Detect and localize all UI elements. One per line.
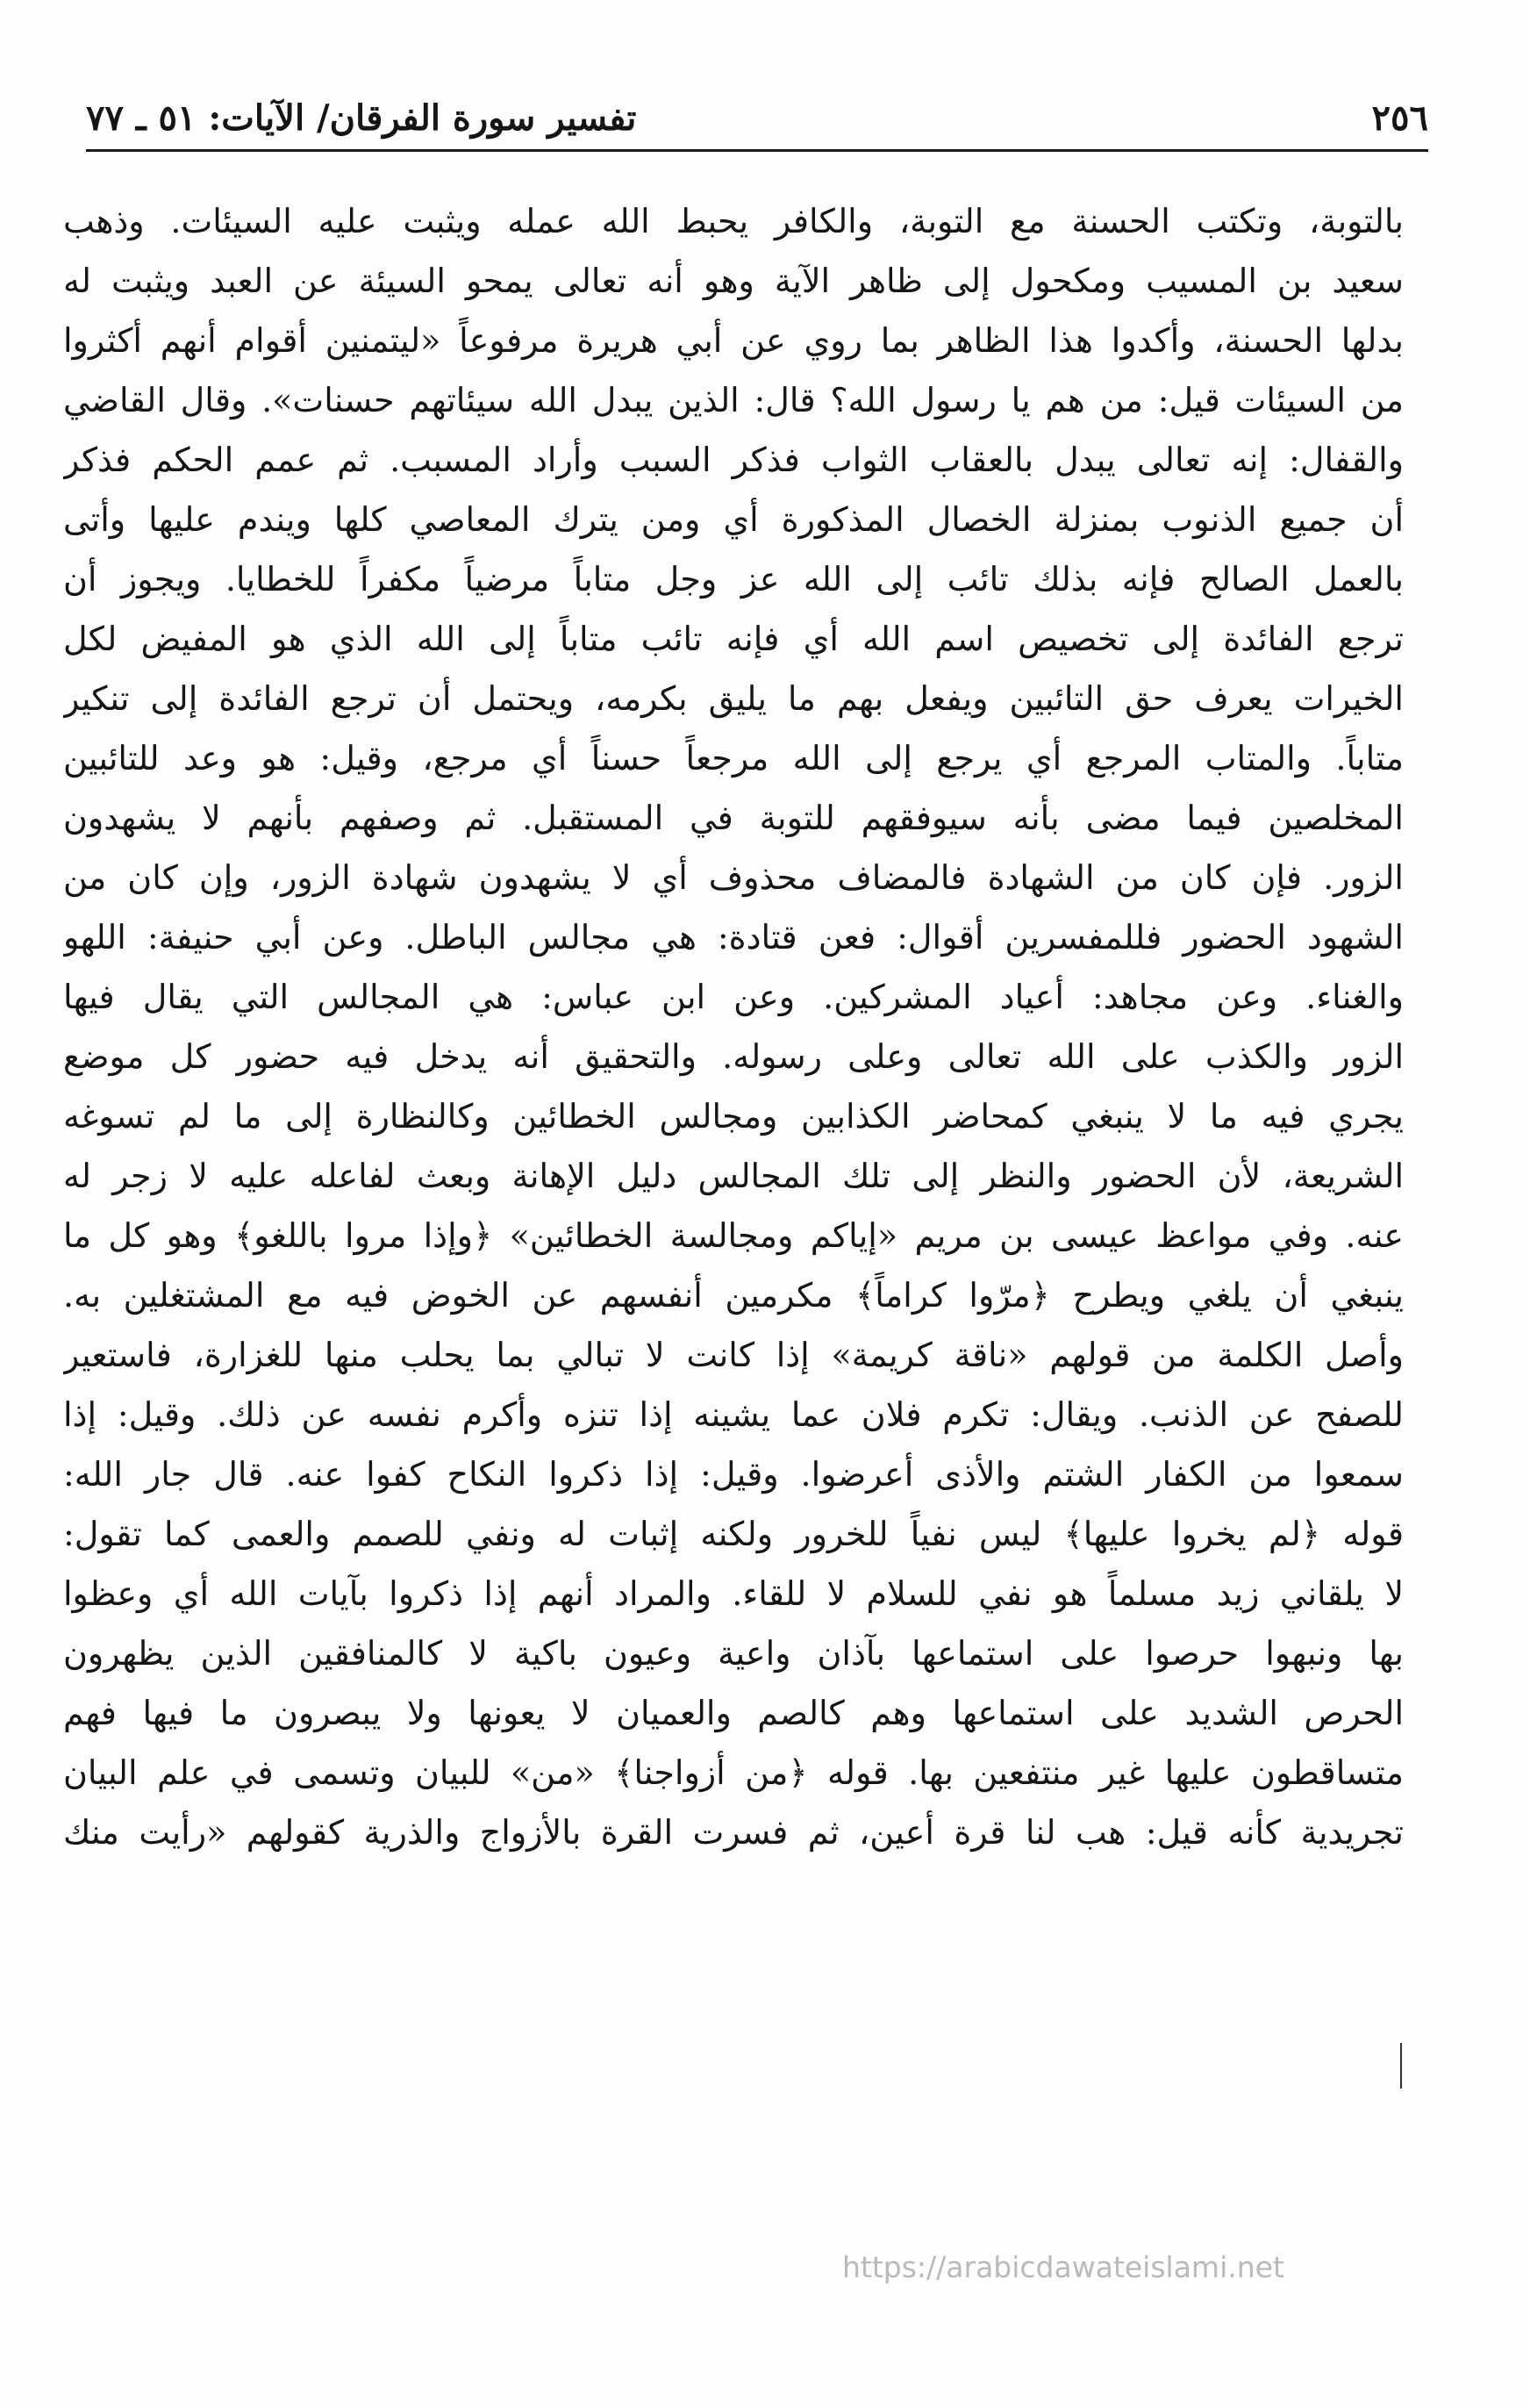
text-line: الخيرات يعرف حق التائبين ويفعل بهم ما يليق بكرمه، ويحتمل أن ترجع الفائدة إلى تنكير (63, 679, 1404, 718)
margin-mark (1400, 2043, 1402, 2089)
text-line: والقفال: إنه تعالى يبدل بالعقاب الثواب فذكر السبب وأراد المسبب. ثم عمم الحكم فذكر (63, 441, 1404, 479)
text-line: لا يلقاني زيد مسلماً هو نفي للسلام لا للقاء. والمراد أنهم إذا ذكروا بآيات الله أي وعظوا (63, 1574, 1404, 1613)
text-line: بالعمل الصالح فإنه بذلك تائب إلى الله عز وجل متاباً مرضياً مكفراً للخطايا. ويجوز أن (63, 560, 1404, 598)
watermark-url: https://arabicdawateislami.net (842, 2250, 1284, 2284)
text-line: تجريدية كأنه قيل: هب لنا قرة أعين، ثم فسرت القرة بالأزواج والذرية كقولهم «رأيت منك (63, 1813, 1404, 1852)
text-line: ترجع الفائدة إلى تخصيص اسم الله أي فإنه تائب متاباً إلى الله الذي هو المفيض لكل (63, 620, 1404, 658)
text-line: الشريعة، لأن الحضور والنظر إلى تلك المجالس دليل الإهانة وبعث لفاعله عليه لا زجر له (63, 1157, 1404, 1195)
text-line: المخلصين فيما مضى بأنه سيوفقهم للتوبة في المستقبل. ثم وصفهم بأنهم لا يشهدون (63, 799, 1404, 837)
text-line: يجري فيه ما لا ينبغي كمحاضر الكذابين ومجالس الخطائين وكالنظارة إلى ما لم تسوغه (63, 1097, 1404, 1136)
body-text (63, 191, 1404, 1862)
text-line: والغناء. وعن مجاهد: أعياد المشركين. وعن ابن عباس: هي المجالس التي يقال فيها (63, 978, 1404, 1016)
text-line: عنه. وفي مواعظ عيسى بن مريم «إياكم ومجالسة الخطائين» ﴿وإذا مروا باللغو﴾ وهو كل ما (63, 1216, 1404, 1255)
text-line: بدلها الحسنة، وأكدوا هذا الظاهر بما روي عن أبي هريرة مرفوعاً «ليتمنين أقوام أنهم أكثروا (63, 321, 1404, 360)
text-line: متساقطون عليها غير منتفعين بها. قوله ﴿من أزواجنا﴾ «من» للبيان وتسمى في علم البيان (63, 1753, 1404, 1792)
text-line: الحرص الشديد على استماعها وهم كالصم والعميان لا يعونها ولا يبصرون ما فيها فهم (63, 1694, 1404, 1732)
text-line: ينبغي أن يلغي ويطرح ﴿مرّوا كراماً﴾ مكرمين أنفسهم عن الخوض فيه مع المشتغلين به. (63, 1276, 1404, 1315)
text-line: بالتوبة، وتكتب الحسنة مع التوبة، والكافر يحبط الله عمله ويثبت عليه السيئات. وذهب (63, 202, 1404, 240)
text-line: قوله ﴿لم يخروا عليها﴾ ليس نفياً للخرور ولكنه إثبات له ونفي للصمم والعمى كما تقول: (63, 1515, 1404, 1553)
text-line: سمعوا من الكفار الشتم والأذى أعرضوا. وقيل: إذا ذكروا النكاح كفوا عنه. قال جار الله: (63, 1455, 1404, 1494)
running-header (86, 92, 1428, 145)
text-line: الزور. فإن كان من الشهادة فالمضاف محذوف أي لا يشهدون شهادة الزور، وإن كان من (63, 858, 1404, 897)
running-title: تفسير سورة الفرقان/ الآيات: ٥١ ـ ٧٧ (86, 97, 637, 139)
header-rule (86, 149, 1428, 152)
text-line: الزور والكذب على الله تعالى وعلى رسوله. والتحقيق أنه يدخل فيه حضور كل موضع (63, 1037, 1404, 1076)
text-line: للصفح عن الذنب. ويقال: تكرم فلان عما يشينه إذا تنزه وأكرم نفسه عن ذلك. وقيل: إذا (63, 1395, 1404, 1434)
text-line: أن جميع الذنوب بمنزلة الخصال المذكورة أي ومن يترك المعاصي كلها ويندم عليها وأتى (63, 500, 1404, 539)
text-line: سعيد بن المسيب ومكحول إلى ظاهر الآية وهو أنه تعالى يمحو السيئة عن العبد ويثبت له (63, 262, 1404, 300)
text-line: متاباً. والمتاب المرجع أي يرجع إلى الله مرجعاً حسناً أي مرجع، وقيل: هو وعد للتائبين (63, 739, 1404, 778)
text-line: من السيئات قيل: من هم يا رسول الله؟ قال: الذين يبدل الله سيئاتهم حسنات». وقال القاضي (63, 381, 1404, 419)
text-line: الشهود الحضور فللمفسرين أقوال: فعن قتادة: هي مجالس الباطل. وعن أبي حنيفة: اللهو (63, 918, 1404, 957)
text-line: بها ونبهوا حرصوا على استماعها بآذان واعية وعيون باكية لا كالمنافقين الذين يظهرون (63, 1634, 1404, 1673)
text-line: وأصل الكلمة من قولهم «ناقة كريمة» إذا كانت لا تبالي بما يحلب منها للغزارة، فاستعير (63, 1336, 1404, 1374)
page-number: ٢٥٦ (1371, 97, 1428, 139)
